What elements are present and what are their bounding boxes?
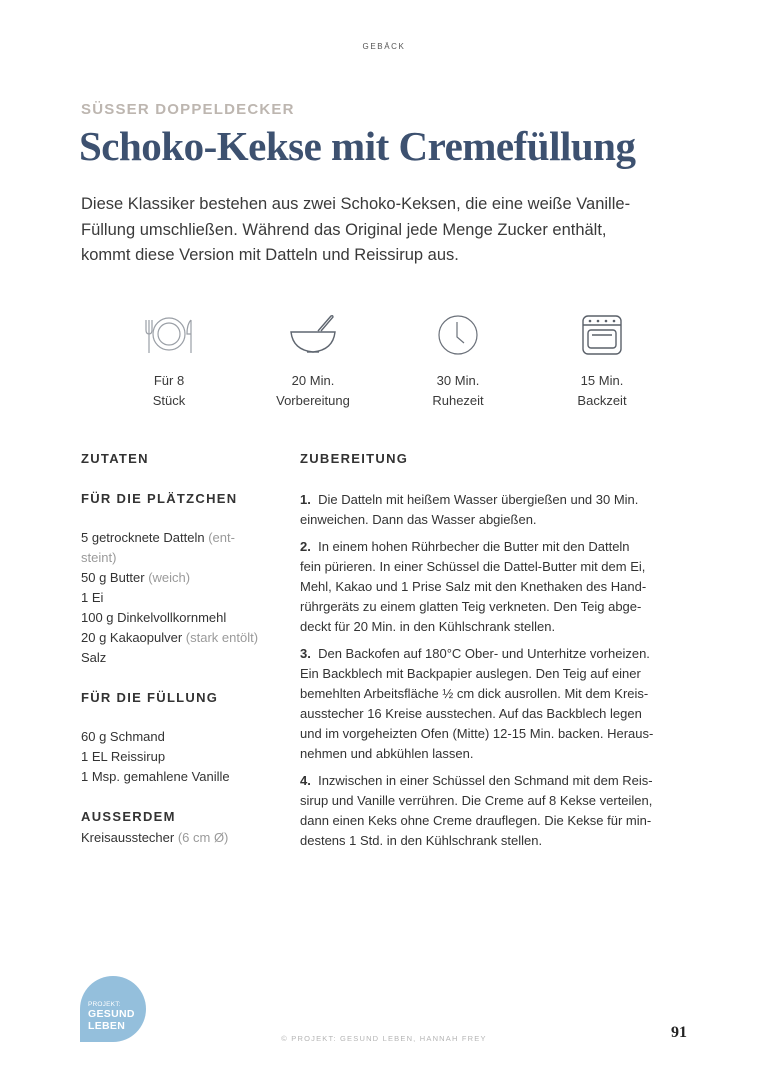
ingredient-item: steint) bbox=[81, 550, 117, 565]
page-number: 91 bbox=[671, 1024, 687, 1041]
intro-line: Füllung umschließen. Während das Original jede Menge Zucker enthält, bbox=[81, 220, 607, 239]
ingredient-list bbox=[81, 828, 281, 848]
clock-icon bbox=[430, 312, 486, 356]
ingredient-group-title: FÜR DIE FÜLLUNG bbox=[81, 690, 219, 705]
ingredient-item: Salz bbox=[81, 650, 107, 665]
step-number: 4. bbox=[300, 773, 311, 788]
ingredient-item: 60 g Schmand bbox=[81, 729, 165, 744]
meta-line1: 15 Min. bbox=[580, 373, 624, 388]
ingredient-list bbox=[81, 528, 281, 668]
preparation-heading: ZUBEREITUNG bbox=[300, 451, 409, 466]
ingredients-column bbox=[81, 450, 281, 848]
preparation-step: 3. Den Backofen auf 180°C Ober- und Unterhitze vorheizen. Ein Backblech mit Backpapier auslegen. Den Teig auf einer bemehlten Arbeitsfläche ½ cm dick ausrollen. Mit dem Kreis- ausstecher 16 Kreise ausstechen. Auf das Backblech legen und im vorgeheizten Ofen (Mitte) 12-15 Min. backen. Heraus- nehmen und abkühlen lassen. bbox=[300, 646, 654, 761]
meta-prep bbox=[243, 312, 383, 411]
ingredient-group-title: AUSSERDEM bbox=[81, 809, 176, 824]
preparation-step: 1. Die Datteln mit heißem Wasser übergießen und 30 Min. einweichen. Dann das Wasser abgießen. bbox=[300, 492, 639, 527]
ingredient-item: 100 g Dinkelvollkornmehl bbox=[81, 610, 227, 625]
ingredient-item: 1 Ei bbox=[81, 590, 104, 605]
running-head: GEBÄCK bbox=[362, 42, 406, 51]
plate-cutlery-icon bbox=[141, 312, 197, 356]
meta-line2: Stück bbox=[152, 393, 186, 408]
meta-line2: Vorbereitung bbox=[276, 393, 350, 408]
meta-bake bbox=[532, 312, 672, 411]
intro-line: kommt diese Version mit Datteln und Reissirup aus. bbox=[81, 246, 459, 264]
recipe-intro bbox=[81, 192, 691, 269]
meta-line1: Für 8 bbox=[153, 373, 185, 388]
ingredient-item: 20 g Kakaopulver (stark entölt) bbox=[81, 630, 259, 645]
step-number: 1. bbox=[300, 492, 311, 507]
preparation-column bbox=[300, 450, 700, 858]
step-number: 2. bbox=[300, 539, 311, 554]
meta-servings bbox=[99, 312, 239, 411]
preparation-step: 2. In einem hohen Rührbecher die Butter mit den Datteln fein pürieren. In einer Schüssel die Dattel-Butter mit dem Ei, Mehl, Kakao und 1 Prise Salz mit den Knethaken des Hand- rührgeräts zu einem glatten Teig verkneten. Den Teig abge- deckt für 20 Min. in den Kühlschrank stellen. bbox=[300, 539, 647, 634]
meta-line1: 30 Min. bbox=[436, 373, 480, 388]
ingredient-item: Kreisausstecher (6 cm Ø) bbox=[81, 830, 229, 845]
ingredients-heading: ZUTATEN bbox=[81, 451, 149, 466]
ingredient-item: 5 getrocknete Datteln (ent- bbox=[81, 530, 235, 545]
step-number: 3. bbox=[300, 646, 311, 661]
intro-line: Diese Klassiker bestehen aus zwei Schoko-Keksen, die eine weiße Vanille- bbox=[81, 195, 631, 213]
ingredient-item: 1 Msp. gemahlene Vanille bbox=[81, 769, 230, 784]
meta-line1: 20 Min. bbox=[291, 373, 335, 388]
bowl-icon bbox=[285, 312, 341, 356]
ingredient-list bbox=[81, 727, 281, 787]
oven-icon bbox=[574, 312, 630, 356]
ingredient-group-title: FÜR DIE PLÄTZCHEN bbox=[81, 491, 238, 506]
step-list bbox=[300, 490, 700, 851]
recipe-title: Schoko-Kekse mit Cremefüllung bbox=[79, 123, 636, 169]
meta-line2: Backzeit bbox=[577, 393, 627, 408]
ingredient-item: 50 g Butter (weich) bbox=[81, 570, 191, 585]
preparation-step: 4. Inzwischen in einer Schüssel den Schmand mit dem Reis- sirup und Vanille verrühren. Die Creme auf 8 Kekse verteilen, dann einen Keks ohne Creme drauflegen. Die Kekse für min- destens 1 Std. in den Kühlschrank stellen. bbox=[300, 773, 653, 848]
ingredient-item: 1 EL Reissirup bbox=[81, 749, 166, 764]
logo-text: PROJEKT: GESUND LEBEN bbox=[88, 1001, 135, 1032]
meta-line2: Ruhezeit bbox=[432, 393, 484, 408]
meta-rest bbox=[388, 312, 528, 411]
recipe-kicker: SÜSSER DOPPELDECKER bbox=[81, 101, 295, 118]
copyright: © PROJEKT: GESUND LEBEN, HANNAH FREY bbox=[281, 1034, 487, 1043]
